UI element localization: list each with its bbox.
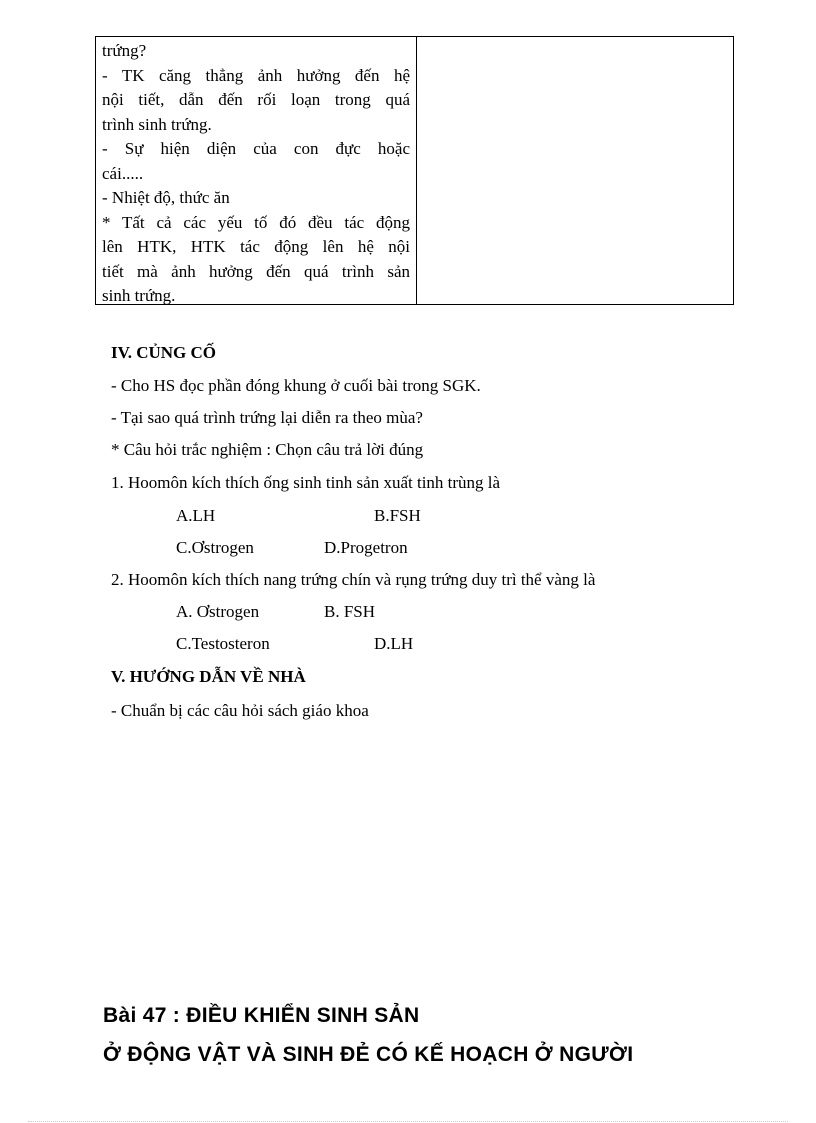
table-line: cái.....: [102, 163, 144, 183]
lesson-title-line-1: Bài 47 : ĐIỀU KHIỂN SINH SẢN: [103, 1004, 420, 1027]
q1-option-d: D.Progetron: [324, 538, 408, 557]
section-heading-huong-dan: V. HƯỚNG DẪN VỀ NHÀ: [111, 667, 306, 686]
table-line: nội tiết, dẫn đến rối loạn trong quá: [102, 90, 410, 109]
table-line: - TK căng thẳng ảnh hưởng đến hệ: [102, 65, 410, 85]
q1-option-c: C.Ơstrogen: [176, 538, 254, 557]
q2-option-c: C.Testosteron: [176, 634, 270, 653]
q2-option-b: B. FSH: [324, 602, 376, 621]
text-line: - Tại sao quá trình trứng lại diễn ra theo mùa?: [111, 408, 423, 427]
text-line: - Chuẩn bị các câu hỏi sách giáo khoa: [111, 701, 369, 720]
page-bottom-rule: [28, 1121, 788, 1122]
table-line: * Tất cả các yếu tố đó đều tác động: [102, 212, 410, 232]
table-line: - Sự hiện diện của con đực hoặc: [102, 139, 410, 158]
table-line: trứng?: [102, 41, 147, 60]
lesson-title-line-2: Ở ĐỘNG VẬT VÀ SINH ĐẺ CÓ KẾ HOẠCH Ở NGƯỜI: [103, 1043, 634, 1066]
table-line: - Nhiệt độ, thức ăn: [102, 188, 230, 207]
text-line: * Câu hỏi trắc nghiệm : Chọn câu trả lời đúng: [111, 440, 424, 459]
table-cell-activity: [96, 37, 417, 304]
table-cell-content: [417, 37, 733, 304]
question-1: 1. Hoomôn kích thích ống sinh tinh sản xuất tinh trùng là: [111, 473, 501, 492]
table-line: trình sinh trứng.: [102, 114, 212, 134]
table-line: lên HTK, HTK tác động lên hệ nội: [102, 237, 410, 256]
section-heading-cung-co: IV. CỦNG CỐ: [111, 343, 217, 362]
text-line: - Cho HS đọc phần đóng khung ở cuối bài trong SGK.: [111, 376, 481, 395]
q2-option-a: A. Ơstrogen: [176, 602, 260, 621]
q2-option-d: D.LH: [374, 634, 414, 653]
table-line: sinh trứng.: [102, 286, 176, 305]
q1-option-b: B.FSH: [374, 506, 421, 525]
q1-option-a: A.LH: [176, 506, 216, 525]
table-line: tiết mà ảnh hưởng đến quá trình sản: [102, 261, 410, 281]
lesson-table: [95, 36, 734, 305]
question-2: 2. Hoomôn kích thích nang trứng chín và rụng trứng duy trì thể vàng là: [111, 570, 596, 589]
